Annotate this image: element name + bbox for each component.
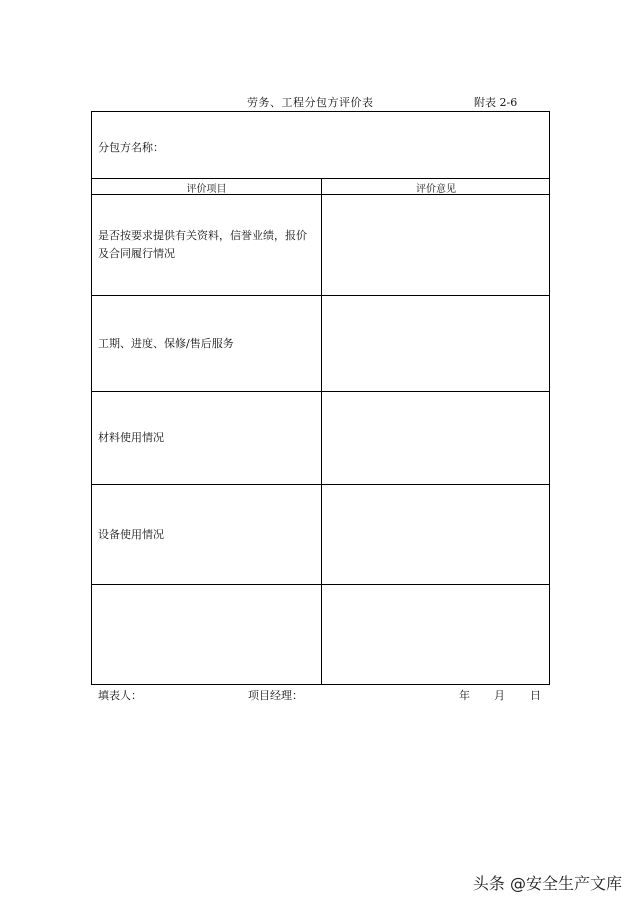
evaluation-item-label: 材料使用情况 [98, 431, 164, 444]
column-header-evaluation-item: 评价项目 [186, 184, 227, 195]
annex-number: 附表 2-6 [474, 96, 518, 109]
subcontractor-name-row [92, 112, 549, 179]
watermark: 头条 @安全生产文库 [472, 874, 622, 893]
evaluation-form-table [91, 111, 550, 685]
evaluation-item-label: 是否按要求提供有关资料，信誉业绩，报价及合同履行情况 [98, 229, 307, 260]
date-month-label: 月 [494, 689, 505, 702]
evaluation-item-label: 设备使用情况 [98, 527, 164, 541]
evaluation-item-label: 工期、进度、保修/售后服务 [98, 336, 234, 350]
filler-label: 填表人： [98, 689, 142, 702]
date-year-label: 年 [459, 689, 470, 702]
project-manager-label: 项目经理： [248, 689, 303, 702]
column-divider [321, 179, 322, 685]
date-day-label: 日 [530, 689, 541, 702]
form-title: 劳务、工程分包方评价表 [247, 96, 374, 109]
column-header-evaluation-opinion: 评价意见 [416, 184, 456, 195]
subcontractor-name-label: 分包方名称： [98, 141, 164, 154]
